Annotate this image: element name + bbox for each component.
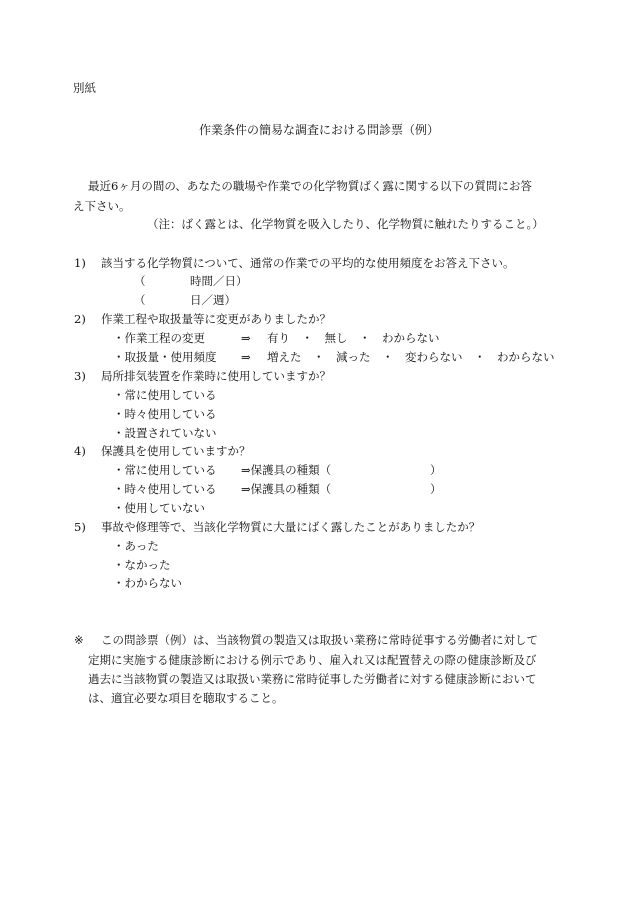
q4-option-sometimes: ・時々使用している [113, 482, 217, 496]
q2-amount-label: ・取扱量・使用頻度 [113, 350, 217, 364]
footnote-line-2: 定期に実施する健康診断における例示であり、雇入れ又は配置替えの際の健康診断及び [88, 653, 537, 667]
q2-process-arrow: ⇒ [241, 331, 251, 345]
attachment-label: 別紙 [73, 81, 96, 95]
q5-text: 事故や修理等で、当該化学物質に大量にばく露したことがありましたか？ [101, 520, 481, 534]
q2-amount-options: 増えた ・ 減った ・ 変わらない ・ わからない [267, 350, 555, 364]
intro-line-2: え下さい。 [73, 199, 131, 213]
page-title: 作業条件の簡易な調査における問診票（例） [199, 123, 440, 137]
q4-always-type-close: ） [430, 463, 442, 477]
q4-sometimes-type-close: ） [430, 482, 442, 496]
q2-process-options: 有り ・ 無し ・ わからない [267, 331, 440, 345]
footnote-line-4: は、適宜必要な項目を聴取すること。 [88, 691, 284, 705]
q1-hours-open: （ [134, 274, 146, 288]
footnote-mark: ※ [74, 633, 84, 647]
q3-option-always: ・常に使用している [113, 388, 217, 402]
q4-text: 保護具を使用していますか？ [101, 444, 251, 458]
q1-hours-unit: 時間／日） [190, 274, 248, 288]
q3-text: 局所排気装置を作業時に使用していますか？ [101, 369, 331, 383]
q2-amount-arrow: ⇒ [241, 350, 251, 364]
q4-number: 4) [74, 444, 86, 458]
q4-sometimes-type-label: ⇒保護具の種類（ [241, 482, 332, 496]
q5-option-no: ・なかった [113, 558, 171, 572]
q4-option-not-used: ・使用していない [113, 501, 205, 515]
intro-line-1: 最近6ヶ月の間の、あなたの職場や作業での化学物質ばく露に関する以下の質問にお答 [88, 179, 532, 193]
q5-number: 5) [74, 520, 86, 534]
footnote-line-1: この問診票（例）は、当該物質の製造又は取扱い業務に常時従事する労働者に対して [101, 633, 538, 647]
q2-text: 作業工程や取扱量等に変更がありましたか？ [101, 312, 331, 326]
q2-process-label: ・作業工程の変更 [113, 331, 205, 345]
q1-days-unit: 日／週） [190, 293, 236, 307]
q3-number: 3) [74, 369, 86, 383]
intro-note: （注：ばく露とは、化学物質を吸入したり、化学物質に触れたりすること。） [147, 217, 544, 231]
q1-number: 1) [74, 256, 86, 270]
q2-number: 2) [74, 312, 86, 326]
q4-option-always: ・常に使用している [113, 463, 217, 477]
q4-always-type-label: ⇒保護具の種類（ [241, 463, 332, 477]
q5-option-yes: ・あった [113, 539, 159, 553]
q3-option-sometimes: ・時々使用している [113, 407, 217, 421]
q3-option-not-installed: ・設置されていない [113, 426, 217, 440]
q5-option-unknown: ・わからない [113, 576, 182, 590]
footnote-line-3: 過去に当該物質の製造又は取扱い業務に常時従事した労働者に対する健康診断において [88, 672, 537, 686]
q1-days-open: （ [134, 293, 146, 307]
q1-text: 該当する化学物質について、通常の作業での平均的な使用頻度をお答え下さい。 [101, 256, 515, 270]
